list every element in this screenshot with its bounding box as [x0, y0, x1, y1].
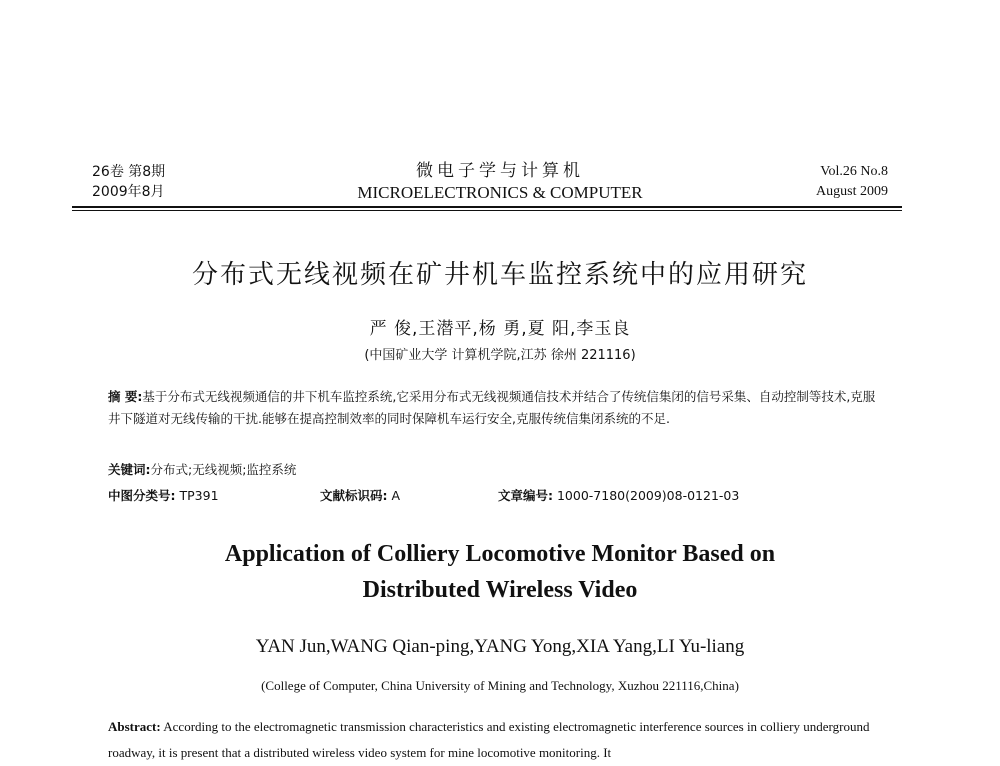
abstract-en: [108, 714, 888, 766]
header-rule-thick: [72, 206, 902, 208]
affiliation-cn: (中国矿业大学 计算机学院,江苏 徐州 221116): [364, 348, 636, 363]
abstract-label-en: Abstract:: [108, 719, 161, 734]
header-rule-thin: [72, 210, 902, 211]
journal-title-cn: 微电子学与计算机: [416, 161, 584, 181]
clc-number: [108, 486, 219, 504]
abstract-text-cn: 基于分布式无线视频通信的井下机车监控系统,它采用分布式无线视频通信技术并结合了传统信集闭的信号采集、自动控制等技术,克服井下隧道对无线传输的干扰.能够在提高控制效率的同时保障机车运行安全,克服传统信集闭系统的不足.: [108, 389, 876, 426]
paper-title-cn: 分布式无线视频在矿井机车监控系统中的应用研究: [191, 260, 808, 290]
article-no-value: 1000-7180(2009)08-0121-03: [556, 488, 740, 503]
date-cn: 2009年8月: [92, 184, 165, 200]
doc-code-value: A: [391, 488, 401, 503]
journal-title-en: MICROELECTRONICS & COMPUTER: [357, 183, 643, 202]
journal-issue-cn: [92, 162, 165, 202]
clc-label: 中图分类号:: [108, 488, 176, 503]
abstract-label-cn: 摘 要:: [108, 389, 143, 404]
abstract-cn: [108, 386, 878, 430]
date-en: August 2009: [816, 184, 888, 199]
authors-en: YAN Jun,WANG Qian-ping,YANG Yong,XIA Yang,LI Yu-liang: [255, 636, 745, 657]
keywords-label-cn: 关键词:: [108, 462, 151, 477]
affiliation-en: (College of Computer, China University of Mining and Technology, Xuzhou 221116,China): [261, 678, 739, 693]
document-code: [320, 486, 400, 504]
keywords-text-cn: 分布式;无线视频;监控系统: [150, 462, 297, 477]
keywords-cn: [108, 460, 296, 478]
authors-cn: 严 俊,王潜平,杨 勇,夏 阳,李玉良: [369, 319, 631, 339]
journal-title: [300, 160, 700, 204]
paper-title-en-line1: Application of Colliery Locomotive Monitor Based on: [224, 541, 776, 567]
doc-code-label: 文献标识码:: [320, 488, 388, 503]
journal-issue-en: [816, 162, 888, 202]
abstract-text-en: According to the electromagnetic transmission characteristics and existing electromagnetic interference sources in colliery underground roadway, it is present that a distributed wireless video system for mine locomotive monitoring. It: [108, 719, 870, 760]
volume-issue-cn: 26卷 第8期: [92, 164, 166, 180]
clc-value: TP391: [179, 488, 219, 503]
volume-issue-en: Vol.26 No.8: [820, 164, 888, 179]
paper-title-en: [0, 536, 1000, 608]
article-no-label: 文章编号:: [498, 488, 553, 503]
article-number: [498, 486, 739, 504]
paper-title-en-line2: Distributed Wireless Video: [362, 577, 638, 603]
